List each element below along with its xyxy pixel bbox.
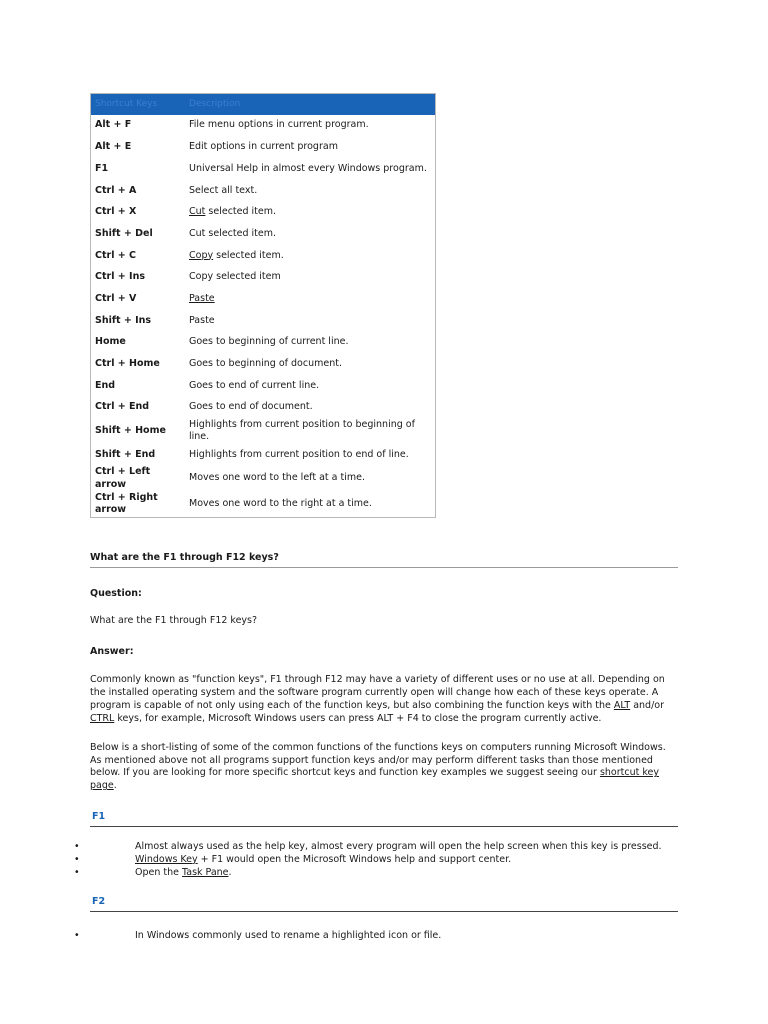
description-text: Cut selected item.	[189, 227, 277, 239]
f1-list	[74, 840, 678, 880]
question-label: Question	[90, 588, 139, 599]
description-text: File menu options in current program.	[189, 119, 369, 131]
f1-heading	[90, 811, 678, 827]
alt-link[interactable]: ALT	[613, 700, 631, 712]
ctrl-link[interactable]: CTRL	[90, 712, 115, 724]
description-text: Highlights from current position to beginning of line.	[189, 418, 415, 443]
table-header-row	[91, 94, 436, 116]
f1-item-1-text: Almost always used as the help key, almost every program will open the help screen when this key is pressed.	[135, 840, 662, 852]
list-item	[74, 853, 678, 867]
table-row	[91, 289, 436, 311]
bullet-icon: •	[74, 929, 80, 941]
list-item	[74, 866, 678, 880]
shortcut-key-page-link[interactable]: shortcut key page	[90, 767, 659, 792]
f2-list	[74, 929, 678, 943]
description-cell	[185, 332, 436, 354]
table-row	[91, 397, 436, 419]
answer-paragraph-2	[90, 742, 678, 793]
description-link[interactable]: Cut	[189, 206, 206, 218]
shortcut-key-cell: Alt + F	[95, 119, 132, 131]
description-link[interactable]: Copy	[189, 249, 214, 261]
description-cell	[185, 115, 436, 137]
answer-p1-text-a: Commonly known as "function keys", F1 through F12 may have a variety of different uses or no use at all. Depending on the installed operating system and the software program currently open will change how each of these keys operate. A program is capable of not only using each of the function keys, but also combining the function keys with the	[90, 674, 665, 712]
answer-p1-text-b: and/or	[630, 700, 664, 712]
description-text: Goes to end of current line.	[189, 379, 320, 391]
description-cell	[185, 310, 436, 332]
shortcut-key-cell: Shift + Ins	[95, 314, 152, 326]
table-row	[91, 180, 436, 202]
description-text: Universal Help in almost every Windows program.	[189, 162, 427, 174]
header-shortcut-keys: Shortcut Keys	[95, 99, 158, 110]
shortcut-key-cell: Shift + Del	[95, 227, 153, 239]
list-item	[74, 840, 678, 854]
table-row	[91, 354, 436, 376]
document-page	[74, 93, 678, 943]
description-cell	[185, 354, 436, 376]
description-cell	[185, 180, 436, 202]
shortcut-key-cell: Ctrl + Ins	[95, 271, 145, 283]
f1-heading-text: F1	[92, 810, 106, 822]
windows-key-link[interactable]: Windows Key	[135, 853, 198, 865]
answer-p1-text-c: keys, for example, Microsoft Windows users can press ALT + F4 to close the program currently active.	[114, 712, 602, 724]
answer-p2-end: .	[113, 780, 117, 792]
description-text: Edit options in current program	[189, 141, 338, 153]
shortcut-key-cell: End	[95, 379, 116, 391]
table-row	[91, 466, 436, 492]
table-row	[91, 137, 436, 159]
description-cell	[185, 289, 436, 311]
table-row	[91, 492, 436, 518]
table-row	[91, 115, 436, 137]
description-cell	[185, 158, 436, 180]
description-text: selected item.	[213, 249, 284, 261]
description-cell	[185, 419, 436, 445]
description-link[interactable]: Paste	[189, 292, 215, 304]
table-row	[91, 223, 436, 245]
shortcut-key-cell: F1	[95, 162, 109, 174]
description-cell	[185, 375, 436, 397]
table-row	[91, 375, 436, 397]
f2-item-1-text: In Windows commonly used to rename a highlighted icon or file.	[135, 929, 442, 941]
shortcut-key-cell: Ctrl + Home	[95, 358, 160, 369]
question-label-line: Question:	[90, 588, 142, 599]
description-text: Goes to end of document.	[189, 401, 313, 413]
shortcut-key-cell: Shift + Home	[95, 425, 166, 437]
list-item	[74, 929, 678, 943]
shortcut-key-cell: Ctrl + C	[95, 249, 137, 261]
description-cell	[185, 267, 436, 289]
f2-heading-text: F2	[92, 895, 106, 907]
table-row	[91, 332, 436, 354]
shortcut-key-cell: Shift + End	[95, 448, 156, 460]
description-cell	[185, 444, 436, 466]
description-text: Moves one word to the right at a time.	[189, 497, 372, 509]
f1-item-2-text: + F1 would open the Microsoft Windows help and support center.	[197, 853, 512, 865]
description-cell	[185, 202, 436, 224]
bullet-icon: •	[74, 866, 80, 878]
table-row	[91, 267, 436, 289]
table-row	[91, 158, 436, 180]
table-body	[91, 115, 436, 518]
description-cell	[185, 397, 436, 419]
description-text: Select all text.	[189, 184, 258, 196]
description-text: Moves one word to the left at a time.	[189, 472, 365, 484]
description-text: Goes to beginning of current line.	[189, 336, 349, 348]
table-row	[91, 245, 436, 267]
table-row	[91, 444, 436, 466]
shortcut-key-cell: Ctrl + End	[95, 401, 150, 413]
description-cell	[185, 245, 436, 267]
description-cell	[185, 466, 436, 492]
description-cell	[185, 137, 436, 159]
f1-item-3-end: .	[228, 866, 232, 878]
shortcut-key-cell: Ctrl + X	[95, 206, 137, 218]
shortcut-key-cell: Ctrl + Left arrow	[95, 465, 151, 490]
bullet-icon: •	[74, 840, 80, 852]
shortcut-key-cell: Ctrl + A	[95, 184, 137, 196]
answer-label-line: Answer:	[90, 645, 134, 657]
table-row	[91, 202, 436, 224]
answer-label: Answer	[90, 645, 130, 657]
task-pane-link[interactable]: Task Pane	[182, 866, 229, 878]
answer-p2-text: Below is a short-listing of some of the common functions of the functions keys on computers running Microsoft Windows. As mentioned above not all programs support function keys and/or may perform different tasks than those mentioned below. If you are looking for more specific shortcut keys and function key examples we suggest seeing our	[90, 741, 666, 779]
description-text: selected item.	[205, 206, 277, 218]
table-row	[91, 310, 436, 332]
f2-heading	[90, 896, 678, 912]
header-description: Description	[189, 99, 241, 110]
shortcut-key-cell: Alt + E	[95, 141, 132, 153]
shortcut-key-cell: Ctrl + V	[95, 292, 137, 304]
question-text: What are the F1 through F12 keys?	[90, 614, 258, 626]
description-text: Paste	[189, 314, 215, 326]
answer-paragraph-1	[90, 674, 678, 725]
shortcut-key-cell: Ctrl + Right arrow	[95, 491, 158, 516]
f1-item-3-text: Open the	[135, 866, 183, 878]
description-cell	[185, 492, 436, 518]
shortcut-table	[90, 93, 436, 518]
table-row	[91, 419, 436, 445]
shortcut-key-cell: Home	[95, 336, 126, 348]
description-cell	[185, 223, 436, 245]
bullet-icon: •	[74, 853, 80, 865]
description-text: Goes to beginning of document.	[189, 358, 342, 369]
description-text: Copy selected item	[189, 271, 281, 283]
description-text: Highlights from current position to end of line.	[189, 448, 409, 460]
section-title: What are the F1 through F12 keys?	[90, 552, 678, 568]
